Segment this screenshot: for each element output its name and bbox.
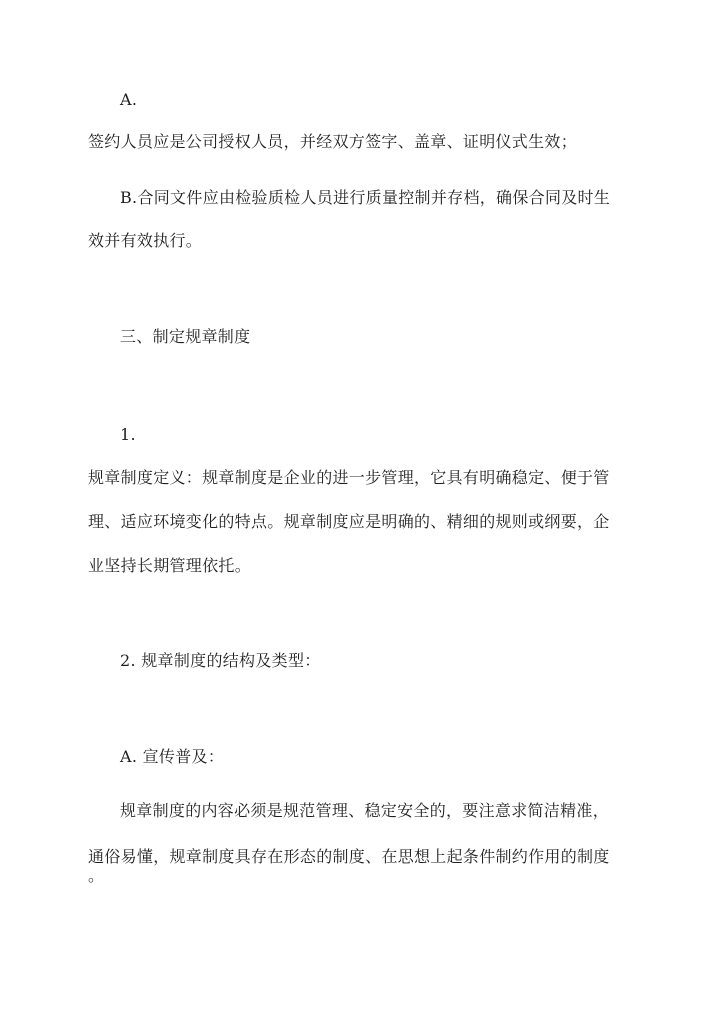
paragraph-line-1: 规章制度的内容必须是规范管理、稳定安全的，要注意求简洁精准， <box>120 801 610 820</box>
item-b-line-1: B.合同文件应由检验质检人员进行质量控制并存档，确保合同及时生 <box>120 188 611 207</box>
section-3-heading: 三、制定规章制度 <box>120 327 251 346</box>
item-1-marker: 1. <box>120 425 136 444</box>
paragraph-line-2: 通俗易懂，规章制度具存在形态的制度、在思想上起条件制约作用的制度 <box>88 847 610 866</box>
item-1-line-2: 理、适应环境变化的特点。规章制度应是明确的、精细的规则或纲要，企 <box>88 512 610 531</box>
item-2-heading: 2. 规章制度的结构及类型： <box>120 651 321 670</box>
item-1-line-1: 规章制度定义：规章制度是企业的进一步管理，它具有明确稳定、便于管 <box>88 468 610 487</box>
item-a-text: 签约人员应是公司授权人员，并经双方签字、盖章、证明仪式生效； <box>88 132 578 151</box>
paragraph-line-3: 。 <box>88 866 105 885</box>
item-a-marker: A. <box>120 90 138 109</box>
item-1-line-3: 业坚持长期管理依托。 <box>88 556 252 575</box>
item-b-line-2: 效并有效执行。 <box>88 231 203 250</box>
item-2a-heading: A. 宣传普及： <box>120 747 225 766</box>
